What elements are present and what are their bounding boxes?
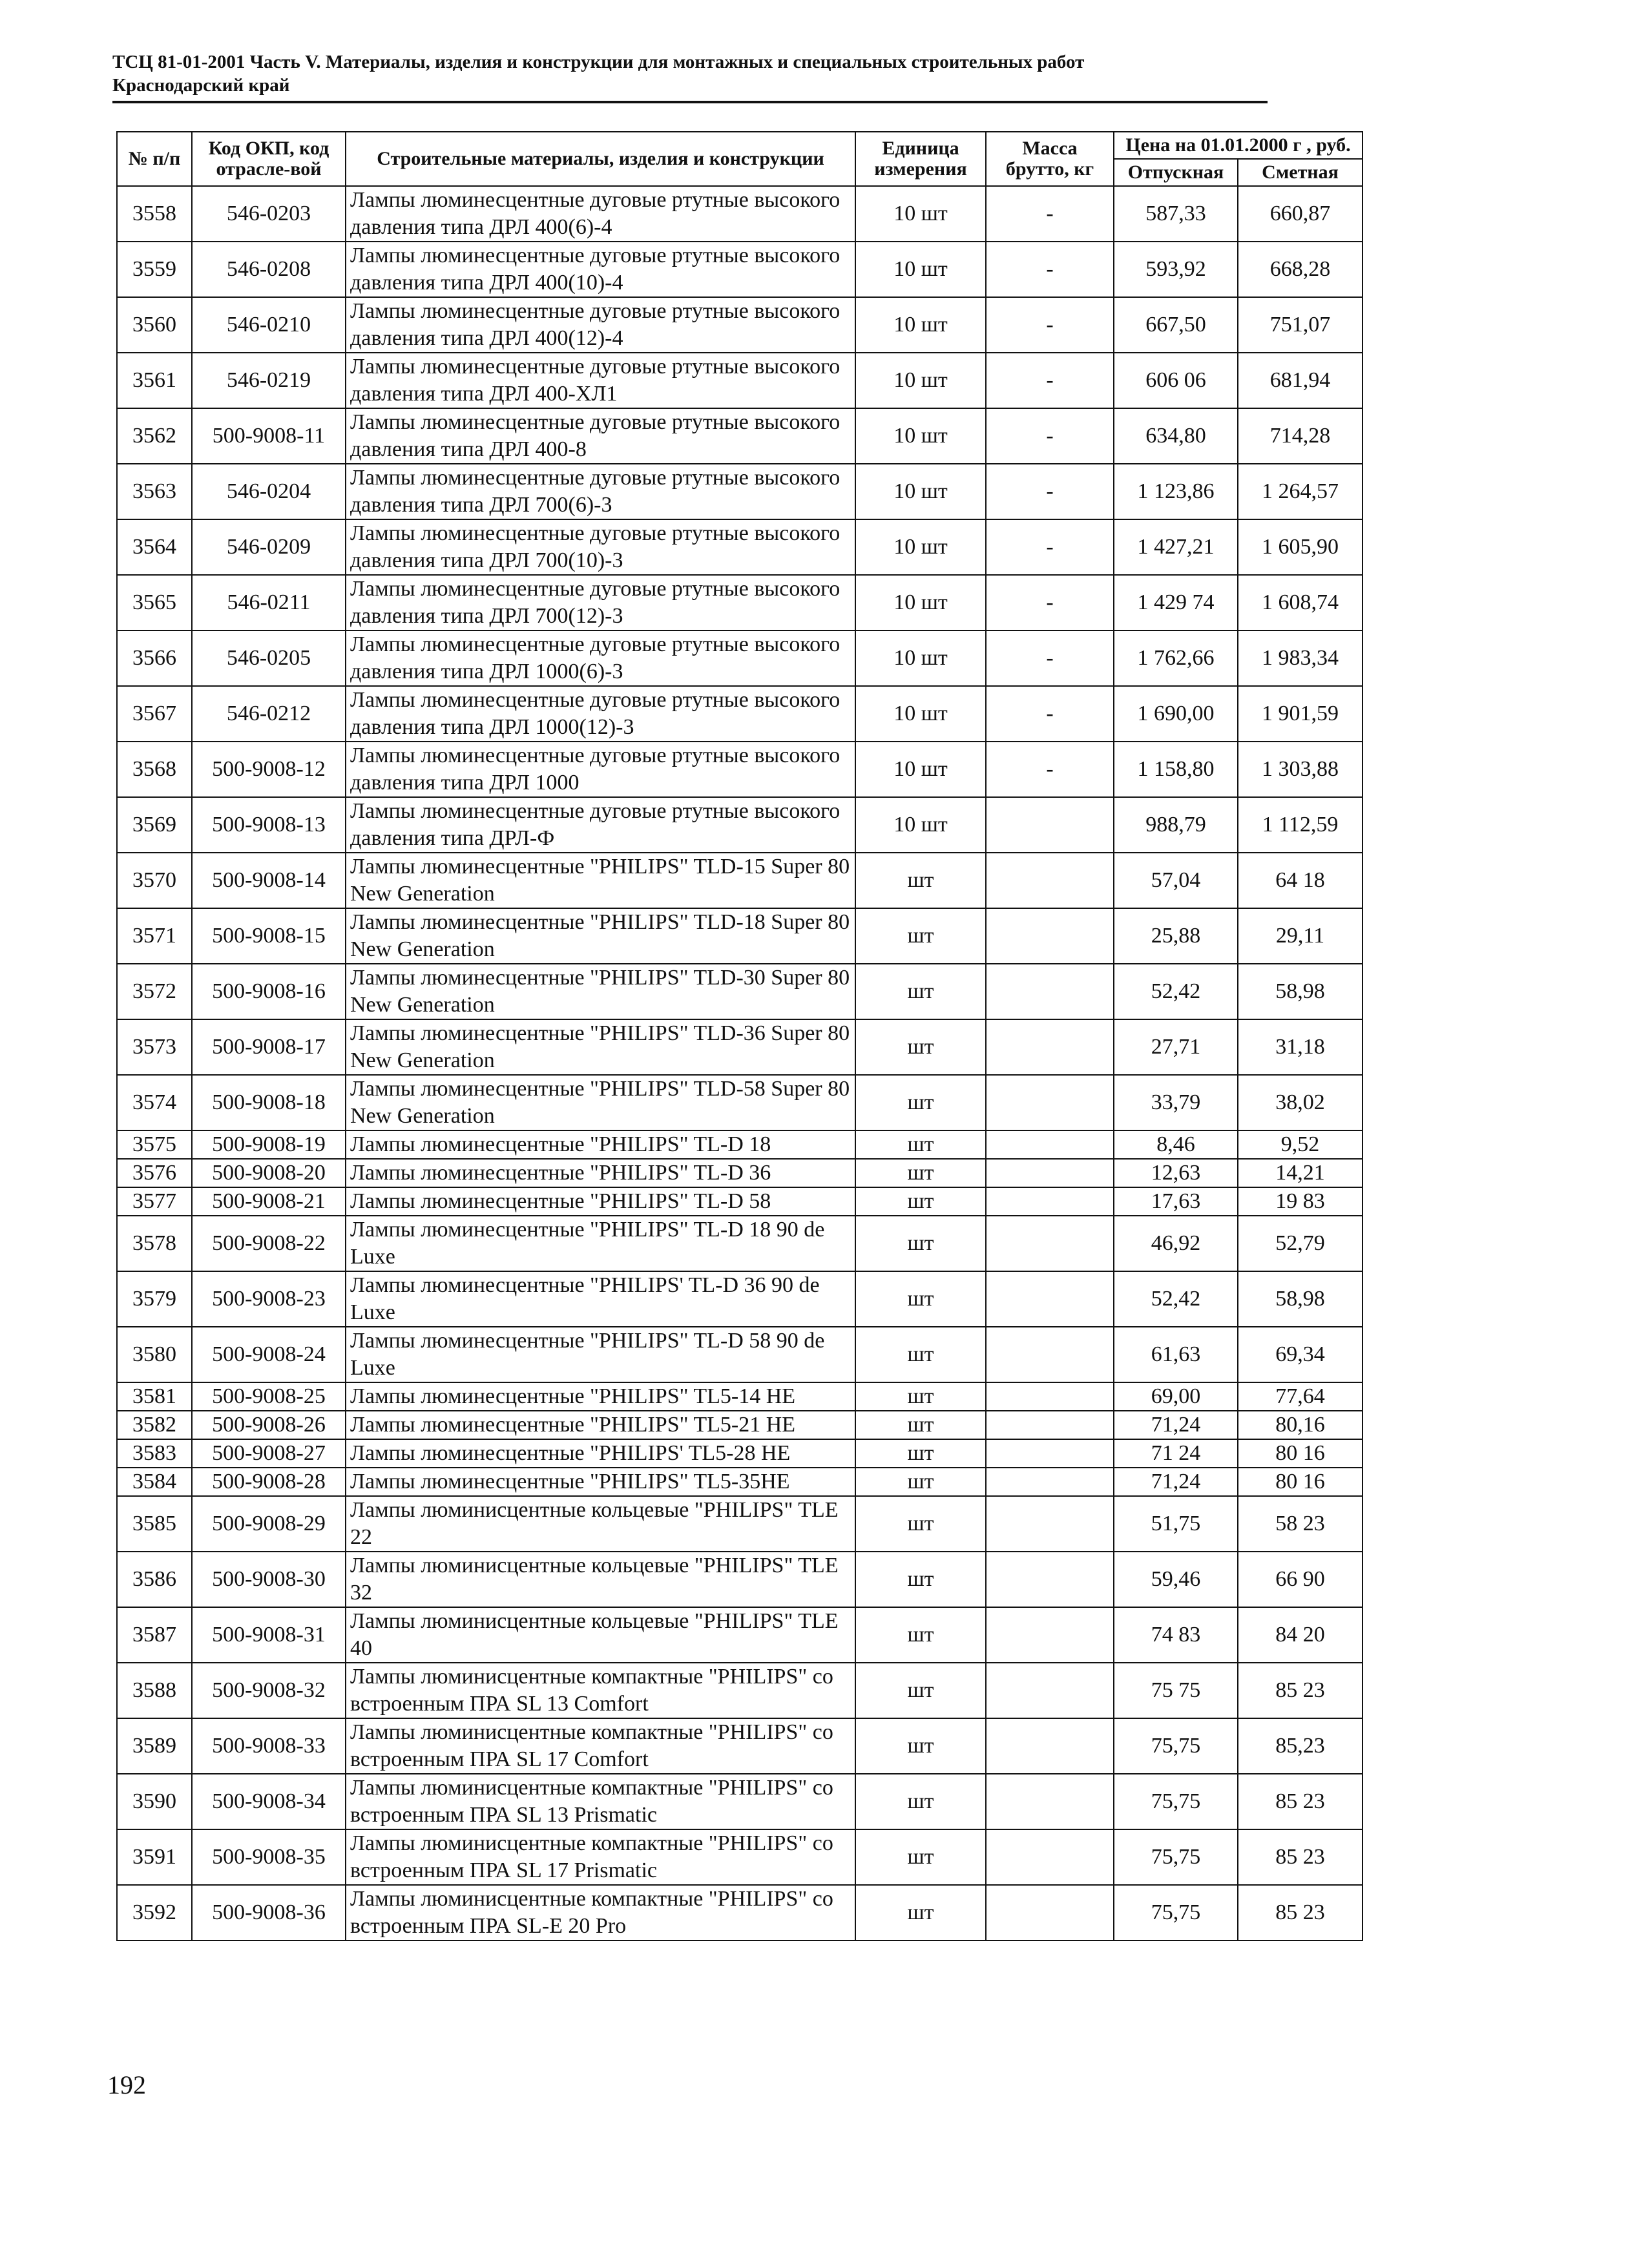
row-mass: - (986, 297, 1114, 353)
table-row (117, 742, 1363, 797)
row-description: Лампы люминесцентные "PHILIPS" TL-D 58 90 de Luxe (346, 1327, 855, 1382)
row-price-estimate: 29,11 (1238, 908, 1363, 964)
row-unit: шт (855, 1829, 986, 1885)
row-price-estimate: 751,07 (1238, 297, 1363, 353)
row-mass (986, 1829, 1114, 1885)
table-row (117, 1885, 1363, 1940)
row-unit: 10 шт (855, 186, 986, 242)
table-header (117, 132, 1363, 186)
row-code: 546-0210 (192, 297, 346, 353)
row-price-release: 46,92 (1114, 1216, 1238, 1271)
row-mass: - (986, 186, 1114, 242)
table-row (117, 1411, 1363, 1439)
row-num: 3561 (117, 353, 192, 408)
row-price-release: 57,04 (1114, 853, 1238, 908)
row-num: 3574 (117, 1075, 192, 1130)
table-row (117, 1663, 1363, 1718)
row-num: 3570 (117, 853, 192, 908)
row-code: 500-9008-25 (192, 1382, 346, 1411)
row-price-release: 59,46 (1114, 1552, 1238, 1607)
row-price-estimate: 1 983,34 (1238, 630, 1363, 686)
table-row (117, 1271, 1363, 1327)
row-code: 500-9008-35 (192, 1829, 346, 1885)
table-row (117, 297, 1363, 353)
row-price-release: 17,63 (1114, 1187, 1238, 1216)
row-unit: 10 шт (855, 408, 986, 464)
row-mass (986, 1130, 1114, 1159)
row-mass (986, 1159, 1114, 1187)
col-header-mass: Масса брутто, кг (986, 132, 1114, 186)
row-description: Лампы люминесцентные "PHILIPS" TLD-36 Super 80 New Generation (346, 1019, 855, 1075)
table-row (117, 1552, 1363, 1607)
row-num: 3581 (117, 1382, 192, 1411)
row-mass (986, 1718, 1114, 1774)
row-price-release: 667,50 (1114, 297, 1238, 353)
table-body (117, 186, 1363, 1940)
row-mass: - (986, 742, 1114, 797)
row-code: 500-9008-23 (192, 1271, 346, 1327)
table-row (117, 1607, 1363, 1663)
row-description: Лампы люминесцентные дуговые ртутные высокого давления типа ДРЛ 1000 (346, 742, 855, 797)
row-price-estimate: 1 303,88 (1238, 742, 1363, 797)
row-num: 3585 (117, 1496, 192, 1552)
row-code: 500-9008-28 (192, 1468, 346, 1496)
table-row (117, 908, 1363, 964)
row-mass (986, 1885, 1114, 1940)
row-code: 500-9008-34 (192, 1774, 346, 1829)
row-mass (986, 797, 1114, 853)
row-mass (986, 908, 1114, 964)
row-unit: 10 шт (855, 464, 986, 519)
row-price-release: 71,24 (1114, 1468, 1238, 1496)
header-region: Краснодарский край (112, 75, 290, 96)
row-mass (986, 1439, 1114, 1468)
row-unit: шт (855, 1607, 986, 1663)
row-unit: шт (855, 1468, 986, 1496)
row-mass (986, 1271, 1114, 1327)
header-rule (112, 101, 1268, 103)
row-description: Лампы люминесцентные "PHILIPS" TL-D 18 (346, 1130, 855, 1159)
row-description: Лампы люминесцентные "PHILIPS" TL-D 58 (346, 1187, 855, 1216)
row-description: Лампы люминесцентные "PHILIPS' TL5-28 HE (346, 1439, 855, 1468)
row-price-estimate: 660,87 (1238, 186, 1363, 242)
table-row (117, 519, 1363, 575)
row-code: 500-9008-11 (192, 408, 346, 464)
row-mass: - (986, 575, 1114, 630)
row-price-release: 51,75 (1114, 1496, 1238, 1552)
row-num: 3558 (117, 186, 192, 242)
row-num: 3566 (117, 630, 192, 686)
row-num: 3586 (117, 1552, 192, 1607)
col-header-price-release: Отпускная (1114, 159, 1238, 186)
row-price-release: 1 429 74 (1114, 575, 1238, 630)
row-description: Лампы люминисцентные компактные "PHILIPS" со встроенным ПРА SL 13 Comfort (346, 1663, 855, 1718)
row-description: Лампы люминесцентные дуговые ртутные высокого давления типа ДРЛ 400-8 (346, 408, 855, 464)
row-price-estimate: 58 23 (1238, 1496, 1363, 1552)
row-mass (986, 1019, 1114, 1075)
row-unit: шт (855, 1552, 986, 1607)
row-num: 3580 (117, 1327, 192, 1382)
table-row (117, 1774, 1363, 1829)
row-description: Лампы люминесцентные дуговые ртутные высокого давления типа ДРЛ 1000(6)-3 (346, 630, 855, 686)
table-row (117, 1327, 1363, 1382)
row-code: 546-0204 (192, 464, 346, 519)
row-price-estimate: 9,52 (1238, 1130, 1363, 1159)
table-row (117, 1496, 1363, 1552)
row-price-release: 52,42 (1114, 1271, 1238, 1327)
row-num: 3569 (117, 797, 192, 853)
row-code: 500-9008-12 (192, 742, 346, 797)
row-price-estimate: 1 264,57 (1238, 464, 1363, 519)
row-description: Лампы люминесцентные дуговые ртутные высокого давления типа ДРЛ 400(6)-4 (346, 186, 855, 242)
row-mass: - (986, 353, 1114, 408)
row-code: 500-9008-14 (192, 853, 346, 908)
row-num: 3592 (117, 1885, 192, 1940)
col-header-price-group: Цена на 01.01.2000 г , руб. (1114, 132, 1363, 159)
row-code: 500-9008-22 (192, 1216, 346, 1271)
row-price-estimate: 1 112,59 (1238, 797, 1363, 853)
row-code: 500-9008-32 (192, 1663, 346, 1718)
row-price-estimate: 85 23 (1238, 1663, 1363, 1718)
row-mass: - (986, 242, 1114, 297)
row-num: 3562 (117, 408, 192, 464)
row-description: Лампы люминесцентные "PHILIPS" TLD-30 Super 80 New Generation (346, 964, 855, 1019)
row-price-release: 587,33 (1114, 186, 1238, 242)
row-code: 500-9008-29 (192, 1496, 346, 1552)
row-num: 3584 (117, 1468, 192, 1496)
row-price-estimate: 80,16 (1238, 1411, 1363, 1439)
row-unit: шт (855, 1075, 986, 1130)
row-unit: 10 шт (855, 575, 986, 630)
row-num: 3582 (117, 1411, 192, 1439)
row-num: 3590 (117, 1774, 192, 1829)
table-row (117, 686, 1363, 742)
row-mass (986, 1552, 1114, 1607)
col-header-unit: Единица измерения (855, 132, 986, 186)
row-price-release: 75,75 (1114, 1718, 1238, 1774)
row-price-release: 8,46 (1114, 1130, 1238, 1159)
row-description: Лампы люминесцентные дуговые ртутные высокого давления типа ДРЛ 700(10)-3 (346, 519, 855, 575)
row-unit: шт (855, 1774, 986, 1829)
row-description: Лампы люминесцентные "PHILIPS" TLD-15 Super 80 New Generation (346, 853, 855, 908)
table-row (117, 630, 1363, 686)
row-unit: шт (855, 1496, 986, 1552)
row-price-estimate: 80 16 (1238, 1439, 1363, 1468)
row-code: 546-0212 (192, 686, 346, 742)
row-description: Лампы люминесцентные дуговые ртутные высокого давления типа ДРЛ 400(10)-4 (346, 242, 855, 297)
row-unit: шт (855, 1382, 986, 1411)
row-price-estimate: 52,79 (1238, 1216, 1363, 1271)
row-unit: шт (855, 1663, 986, 1718)
row-price-estimate: 69,34 (1238, 1327, 1363, 1382)
row-code: 546-0211 (192, 575, 346, 630)
row-price-release: 71 24 (1114, 1439, 1238, 1468)
row-code: 500-9008-13 (192, 797, 346, 853)
row-mass: - (986, 686, 1114, 742)
row-price-estimate: 80 16 (1238, 1468, 1363, 1496)
row-code: 500-9008-31 (192, 1607, 346, 1663)
col-header-num: № п/п (117, 132, 192, 186)
row-price-release: 1 427,21 (1114, 519, 1238, 575)
table-row (117, 1829, 1363, 1885)
row-num: 3591 (117, 1829, 192, 1885)
row-unit: 10 шт (855, 242, 986, 297)
row-code: 500-9008-26 (192, 1411, 346, 1439)
col-header-code: Код ОКП, код отрасле-вой (192, 132, 346, 186)
table-row (117, 1216, 1363, 1271)
row-price-estimate: 58,98 (1238, 964, 1363, 1019)
row-price-release: 606 06 (1114, 353, 1238, 408)
row-code: 500-9008-21 (192, 1187, 346, 1216)
table-row (117, 1718, 1363, 1774)
row-unit: шт (855, 1187, 986, 1216)
row-unit: шт (855, 1439, 986, 1468)
row-code: 500-9008-33 (192, 1718, 346, 1774)
row-code: 500-9008-18 (192, 1075, 346, 1130)
row-num: 3567 (117, 686, 192, 742)
table-row (117, 1019, 1363, 1075)
row-description: Лампы люминисцентные компактные "PHILIPS" со встроенным ПРА SL 13 Prismatic (346, 1774, 855, 1829)
row-price-estimate: 668,28 (1238, 242, 1363, 297)
row-unit: шт (855, 1718, 986, 1774)
row-description: Лампы люминесцентные дуговые ртутные высокого давления типа ДРЛ 400(12)-4 (346, 297, 855, 353)
row-unit: шт (855, 853, 986, 908)
row-unit: шт (855, 1271, 986, 1327)
row-price-release: 75,75 (1114, 1885, 1238, 1940)
row-price-release: 52,42 (1114, 964, 1238, 1019)
row-mass (986, 1774, 1114, 1829)
row-unit: шт (855, 964, 986, 1019)
row-price-estimate: 85,23 (1238, 1718, 1363, 1774)
row-price-release: 75,75 (1114, 1829, 1238, 1885)
row-description: Лампы люминесцентные "PHILIPS" TL-D 36 (346, 1159, 855, 1187)
row-price-estimate: 14,21 (1238, 1159, 1363, 1187)
row-unit: 10 шт (855, 353, 986, 408)
row-num: 3565 (117, 575, 192, 630)
row-unit: 10 шт (855, 742, 986, 797)
page-number: 192 (107, 2070, 146, 2099)
row-price-release: 75,75 (1114, 1774, 1238, 1829)
row-num: 3576 (117, 1159, 192, 1187)
row-mass (986, 1468, 1114, 1496)
row-mass (986, 1187, 1114, 1216)
row-price-estimate: 31,18 (1238, 1019, 1363, 1075)
row-price-estimate: 64 18 (1238, 853, 1363, 908)
row-description: Лампы люминесцентные "PHILIPS" TL5-21 HE (346, 1411, 855, 1439)
table-row (117, 797, 1363, 853)
row-price-estimate: 85 23 (1238, 1829, 1363, 1885)
row-code: 500-9008-17 (192, 1019, 346, 1075)
row-num: 3568 (117, 742, 192, 797)
row-description: Лампы люминесцентные "PHILIPS" TLD-58 Super 80 New Generation (346, 1075, 855, 1130)
table-row (117, 186, 1363, 242)
row-code: 500-9008-30 (192, 1552, 346, 1607)
row-price-release: 25,88 (1114, 908, 1238, 964)
row-price-release: 71,24 (1114, 1411, 1238, 1439)
row-code: 546-0219 (192, 353, 346, 408)
row-price-release: 1 158,80 (1114, 742, 1238, 797)
row-num: 3572 (117, 964, 192, 1019)
row-mass (986, 1382, 1114, 1411)
row-code: 500-9008-15 (192, 908, 346, 964)
row-num: 3560 (117, 297, 192, 353)
row-description: Лампы люминесцентные дуговые ртутные высокого давления типа ДРЛ 400-ХЛ1 (346, 353, 855, 408)
row-unit: 10 шт (855, 519, 986, 575)
row-mass: - (986, 408, 1114, 464)
row-code: 500-9008-24 (192, 1327, 346, 1382)
row-num: 3559 (117, 242, 192, 297)
col-header-desc: Строительные материалы, изделия и конструкции (346, 132, 855, 186)
row-description: Лампы люминисцентные кольцевые "PHILIPS" TLE 32 (346, 1552, 855, 1607)
row-price-estimate: 681,94 (1238, 353, 1363, 408)
row-unit: 10 шт (855, 297, 986, 353)
table-row (117, 464, 1363, 519)
row-unit: 10 шт (855, 686, 986, 742)
row-unit: шт (855, 1159, 986, 1187)
row-unit: шт (855, 1130, 986, 1159)
row-unit: 10 шт (855, 797, 986, 853)
row-description: Лампы люминисцентные кольцевые "PHILIPS" TLE 22 (346, 1496, 855, 1552)
row-num: 3589 (117, 1718, 192, 1774)
row-code: 546-0203 (192, 186, 346, 242)
row-price-release: 69,00 (1114, 1382, 1238, 1411)
row-description: Лампы люминисцентные компактные "PHILIPS" со встроенным ПРА SL 17 Prismatic (346, 1829, 855, 1885)
row-mass: - (986, 630, 1114, 686)
table-row (117, 408, 1363, 464)
row-mass (986, 1327, 1114, 1382)
row-num: 3571 (117, 908, 192, 964)
row-price-release: 1 762,66 (1114, 630, 1238, 686)
row-price-estimate: 19 83 (1238, 1187, 1363, 1216)
row-mass: - (986, 519, 1114, 575)
row-num: 3564 (117, 519, 192, 575)
table-row (117, 1075, 1363, 1130)
row-mass: - (986, 464, 1114, 519)
table-row (117, 1130, 1363, 1159)
row-unit: шт (855, 908, 986, 964)
row-description: Лампы люминесцентные дуговые ртутные высокого давления типа ДРЛ 700(12)-3 (346, 575, 855, 630)
row-code: 546-0209 (192, 519, 346, 575)
row-price-estimate: 1 608,74 (1238, 575, 1363, 630)
row-num: 3588 (117, 1663, 192, 1718)
row-unit: 10 шт (855, 630, 986, 686)
row-mass (986, 1216, 1114, 1271)
col-header-price-estimate: Сметная (1238, 159, 1363, 186)
table-row (117, 964, 1363, 1019)
row-code: 500-9008-36 (192, 1885, 346, 1940)
row-price-release: 12,63 (1114, 1159, 1238, 1187)
row-unit: шт (855, 1327, 986, 1382)
row-price-estimate: 1 901,59 (1238, 686, 1363, 742)
row-code: 500-9008-16 (192, 964, 346, 1019)
row-code: 500-9008-19 (192, 1130, 346, 1159)
price-table (116, 131, 1363, 1941)
row-code: 546-0208 (192, 242, 346, 297)
row-num: 3573 (117, 1019, 192, 1075)
row-price-estimate: 66 90 (1238, 1552, 1363, 1607)
row-price-release: 988,79 (1114, 797, 1238, 853)
row-description: Лампы люминесцентные "PHILIPS" TL-D 18 90 de Luxe (346, 1216, 855, 1271)
row-mass (986, 853, 1114, 908)
row-mass (986, 1411, 1114, 1439)
row-code: 546-0205 (192, 630, 346, 686)
row-num: 3579 (117, 1271, 192, 1327)
row-price-estimate: 714,28 (1238, 408, 1363, 464)
row-price-release: 27,71 (1114, 1019, 1238, 1075)
row-code: 500-9008-20 (192, 1159, 346, 1187)
table-row (117, 1439, 1363, 1468)
header-title: ТСЦ 81-01-2001 Часть V. Материалы, изделия и конструкции для монтажных и специальных строительных работ (112, 52, 1085, 72)
row-mass (986, 1496, 1114, 1552)
row-num: 3577 (117, 1187, 192, 1216)
row-price-estimate: 77,64 (1238, 1382, 1363, 1411)
row-unit: шт (855, 1216, 986, 1271)
row-price-estimate: 1 605,90 (1238, 519, 1363, 575)
table-row (117, 1159, 1363, 1187)
table-row (117, 242, 1363, 297)
table-row (117, 853, 1363, 908)
row-description: Лампы люминесцентные "PHILIPS" TL5-35HE (346, 1468, 855, 1496)
table-row (117, 353, 1363, 408)
row-num: 3583 (117, 1439, 192, 1468)
row-unit: шт (855, 1019, 986, 1075)
row-code: 500-9008-27 (192, 1439, 346, 1468)
row-unit: шт (855, 1885, 986, 1940)
row-price-release: 61,63 (1114, 1327, 1238, 1382)
table-row (117, 1187, 1363, 1216)
row-price-estimate: 58,98 (1238, 1271, 1363, 1327)
row-mass (986, 1663, 1114, 1718)
row-price-release: 33,79 (1114, 1075, 1238, 1130)
row-price-estimate: 85 23 (1238, 1885, 1363, 1940)
row-description: Лампы люминесцентные "PHILIPS" TLD-18 Super 80 New Generation (346, 908, 855, 964)
row-price-release: 634,80 (1114, 408, 1238, 464)
row-mass (986, 1607, 1114, 1663)
row-description: Лампы люминесцентные "PHILIPS' TL-D 36 90 de Luxe (346, 1271, 855, 1327)
table-row (117, 1382, 1363, 1411)
row-num: 3575 (117, 1130, 192, 1159)
row-price-estimate: 84 20 (1238, 1607, 1363, 1663)
table-row (117, 1468, 1363, 1496)
row-unit: шт (855, 1411, 986, 1439)
row-description: Лампы люминесцентные дуговые ртутные высокого давления типа ДРЛ 1000(12)-3 (346, 686, 855, 742)
row-description: Лампы люминесцентные дуговые ртутные высокого давления типа ДРЛ 700(6)-3 (346, 464, 855, 519)
row-num: 3578 (117, 1216, 192, 1271)
row-price-release: 1 123,86 (1114, 464, 1238, 519)
row-price-release: 75 75 (1114, 1663, 1238, 1718)
row-description: Лампы люминесцентные "PHILIPS" TL5-14 HE (346, 1382, 855, 1411)
document-header (112, 50, 1275, 97)
row-num: 3587 (117, 1607, 192, 1663)
row-description: Лампы люминисцентные компактные "PHILIPS" со встроенным ПРА SL 17 Comfort (346, 1718, 855, 1774)
row-description: Лампы люминесцентные дуговые ртутные высокого давления типа ДРЛ-Ф (346, 797, 855, 853)
row-price-release: 74 83 (1114, 1607, 1238, 1663)
row-price-estimate: 85 23 (1238, 1774, 1363, 1829)
row-price-release: 1 690,00 (1114, 686, 1238, 742)
row-price-release: 593,92 (1114, 242, 1238, 297)
row-mass (986, 1075, 1114, 1130)
row-description: Лампы люминисцентные кольцевые "PHILIPS" TLE 40 (346, 1607, 855, 1663)
row-mass (986, 964, 1114, 1019)
row-num: 3563 (117, 464, 192, 519)
table-row (117, 575, 1363, 630)
row-price-estimate: 38,02 (1238, 1075, 1363, 1130)
row-description: Лампы люминисцентные компактные "PHILIPS" со встроенным ПРА SL-E 20 Pro (346, 1885, 855, 1940)
